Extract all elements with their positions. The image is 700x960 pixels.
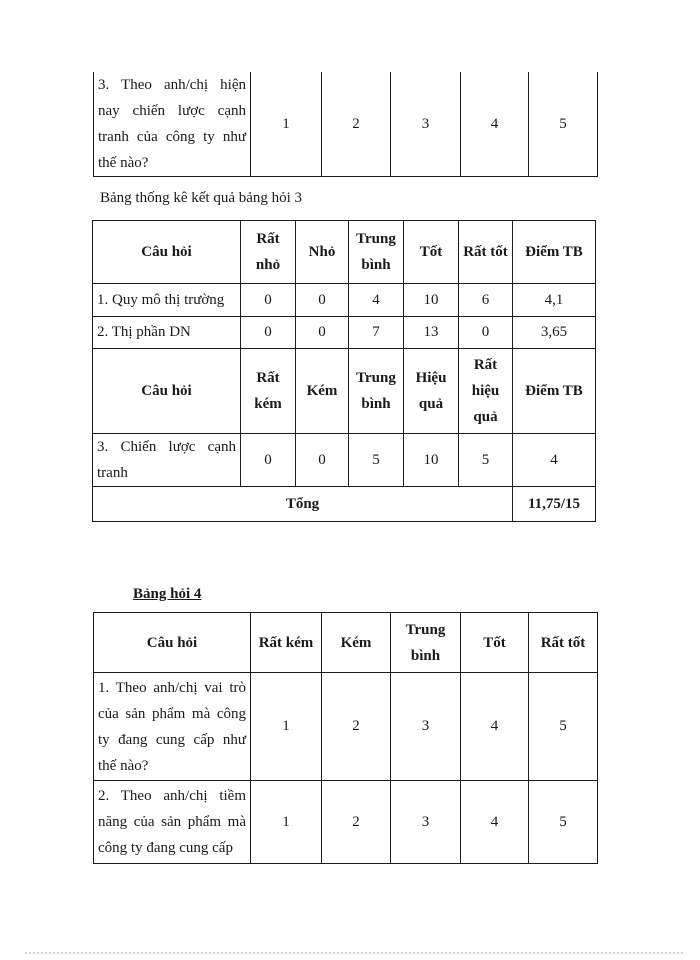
header-cell: Kém <box>296 349 349 434</box>
table-row <box>93 317 596 349</box>
header-row <box>93 221 596 284</box>
survey3-question-table <box>93 72 598 177</box>
question-cell: 1. Quy mô thị trường <box>93 284 241 317</box>
total-label-cell: Tổng <box>93 487 513 522</box>
header-cell: Rất kém <box>241 349 296 434</box>
avg-score-cell: 4,1 <box>513 284 596 317</box>
score-cell: 2 <box>322 781 391 864</box>
header-cell: Điểm TB <box>513 221 596 284</box>
survey3-results-table <box>92 220 596 522</box>
value-cell: 4 <box>349 284 404 317</box>
score-cell: 3 <box>391 72 461 177</box>
header-row <box>94 613 598 673</box>
value-cell: 10 <box>404 284 459 317</box>
header-cell: Rất kém <box>251 613 322 673</box>
value-cell: 0 <box>459 317 513 349</box>
score-cell: 5 <box>529 673 598 781</box>
value-cell: 0 <box>241 284 296 317</box>
score-cell: 4 <box>461 72 529 177</box>
question-cell: 3. Theo anh/chị hiện nay chiến lược cạnh tranh của công ty như thế nào? <box>94 72 251 177</box>
table-row <box>94 673 598 781</box>
score-cell: 5 <box>529 72 598 177</box>
score-cell: 1 <box>251 673 322 781</box>
score-cell: 1 <box>251 72 322 177</box>
value-cell: 5 <box>459 434 513 487</box>
table-row <box>94 72 598 177</box>
header-row <box>93 349 596 434</box>
header-cell: Rất tốt <box>459 221 513 284</box>
score-cell: 3 <box>391 673 461 781</box>
header-cell: Rất hiệu quả <box>459 349 513 434</box>
stats-table-caption: Bảng thống kê kết quả bảng hỏi 3 <box>100 190 303 206</box>
header-cell: Rất nhỏ <box>241 221 296 284</box>
value-cell: 13 <box>404 317 459 349</box>
question-cell: 3. Chiến lược cạnh tranh <box>93 434 241 487</box>
header-cell: Nhỏ <box>296 221 349 284</box>
score-cell: 2 <box>322 72 391 177</box>
value-cell: 0 <box>296 434 349 487</box>
question-cell: 2. Thị phần DN <box>93 317 241 349</box>
question-cell: 2. Theo anh/chị tiềm năng của sản phẩm mà công ty đang cung cấp <box>94 781 251 864</box>
header-cell: Tốt <box>461 613 529 673</box>
table-row <box>93 284 596 317</box>
value-cell: 0 <box>241 317 296 349</box>
table-row <box>94 781 598 864</box>
header-cell: Rất tốt <box>529 613 598 673</box>
value-cell: 0 <box>241 434 296 487</box>
avg-score-cell: 4 <box>513 434 596 487</box>
score-cell: 3 <box>391 781 461 864</box>
survey4-table <box>93 612 598 864</box>
value-cell: 10 <box>404 434 459 487</box>
header-cell: Câu hỏi <box>93 221 241 284</box>
score-cell: 4 <box>461 781 529 864</box>
total-row <box>93 487 596 522</box>
total-value-cell: 11,75/15 <box>513 487 596 522</box>
score-cell: 2 <box>322 673 391 781</box>
value-cell: 6 <box>459 284 513 317</box>
value-cell: 5 <box>349 434 404 487</box>
header-cell: Kém <box>322 613 391 673</box>
score-cell: 4 <box>461 673 529 781</box>
survey4-heading: Bảng hỏi 4 <box>133 586 202 602</box>
value-cell: 7 <box>349 317 404 349</box>
header-cell: Tốt <box>404 221 459 284</box>
value-cell: 0 <box>296 317 349 349</box>
header-cell: Câu hỏi <box>94 613 251 673</box>
question-cell: 1. Theo anh/chị vai trò của sản phẩm mà công ty đang cung cấp như thế nào? <box>94 673 251 781</box>
page-break-dotted-line <box>25 952 683 954</box>
value-cell: 0 <box>296 284 349 317</box>
header-cell: Trung bình <box>349 221 404 284</box>
avg-score-cell: 3,65 <box>513 317 596 349</box>
header-cell: Hiệu quả <box>404 349 459 434</box>
score-cell: 1 <box>251 781 322 864</box>
score-cell: 5 <box>529 781 598 864</box>
header-cell: Điểm TB <box>513 349 596 434</box>
header-cell: Trung bình <box>349 349 404 434</box>
table-row <box>93 434 596 487</box>
header-cell: Câu hỏi <box>93 349 241 434</box>
header-cell: Trung bình <box>391 613 461 673</box>
